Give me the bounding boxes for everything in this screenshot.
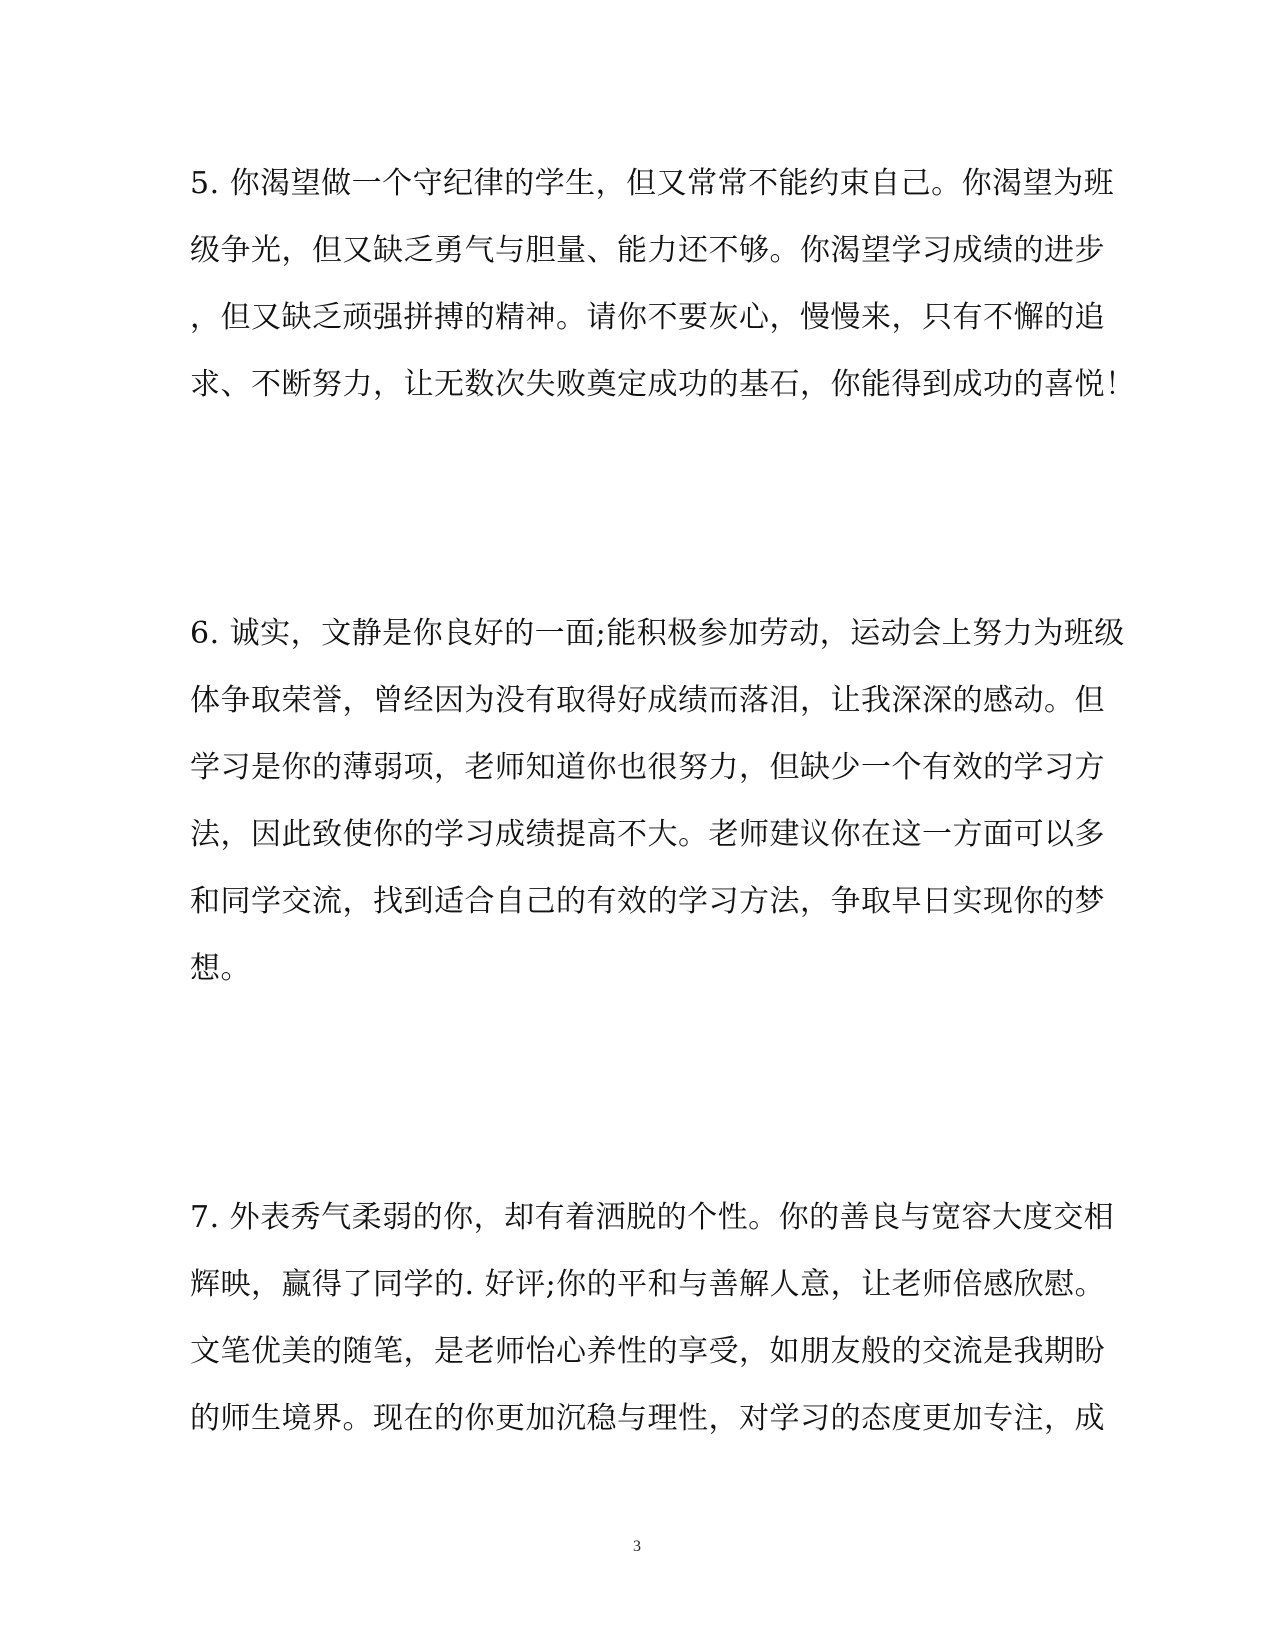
- text-line: 5. 你渴望做一个守纪律的学生，但又常常不能约束自己。你渴望为班: [190, 166, 1115, 201]
- text-line: 求、不断努力，让无数次失败奠定成功的基石，你能得到成功的喜悦！: [190, 367, 1136, 402]
- page-number: 3: [633, 1538, 641, 1555]
- text-line: 法，因此致使你的学习成绩提高不大。老师建议你在这一方面可以多: [190, 817, 1105, 852]
- text-line: 体争取荣誉，曾经因为没有取得好成绩而落泪，让我深深的感动。但: [190, 683, 1105, 718]
- text-line: 和同学交流，找到适合自己的有效的学习方法，争取早日实现你的梦: [190, 884, 1105, 919]
- text-line: 辉映，赢得了同学的. 好评;你的平和与善解人意，让老师倍感欣慰。: [190, 1267, 1106, 1302]
- text-line: 的师生境界。现在的你更加沉稳与理性，对学习的态度更加专注，成: [190, 1401, 1105, 1436]
- text-line: 文笔优美的随笔，是老师怡心养性的享受，如朋友般的交流是我期盼: [190, 1334, 1105, 1369]
- text-line: ，但又缺乏顽强拼搏的精神。请你不要灰心，慢慢来，只有不懈的追: [190, 300, 1105, 335]
- text-line: 7. 外表秀气柔弱的你，却有着洒脱的个性。你的善良与宽容大度交相: [190, 1200, 1115, 1235]
- text-line: 6. 诚实，文静是你良好的一面;能积极参加劳动，运动会上努力为班级: [190, 616, 1125, 651]
- text-line: 级争光，但又缺乏勇气与胆量、能力还不够。你渴望学习成绩的进步: [190, 233, 1105, 268]
- text-line: 学习是你的薄弱项，老师知道你也很努力，但缺少一个有效的学习方: [190, 750, 1105, 785]
- text-line: 想。: [190, 951, 251, 986]
